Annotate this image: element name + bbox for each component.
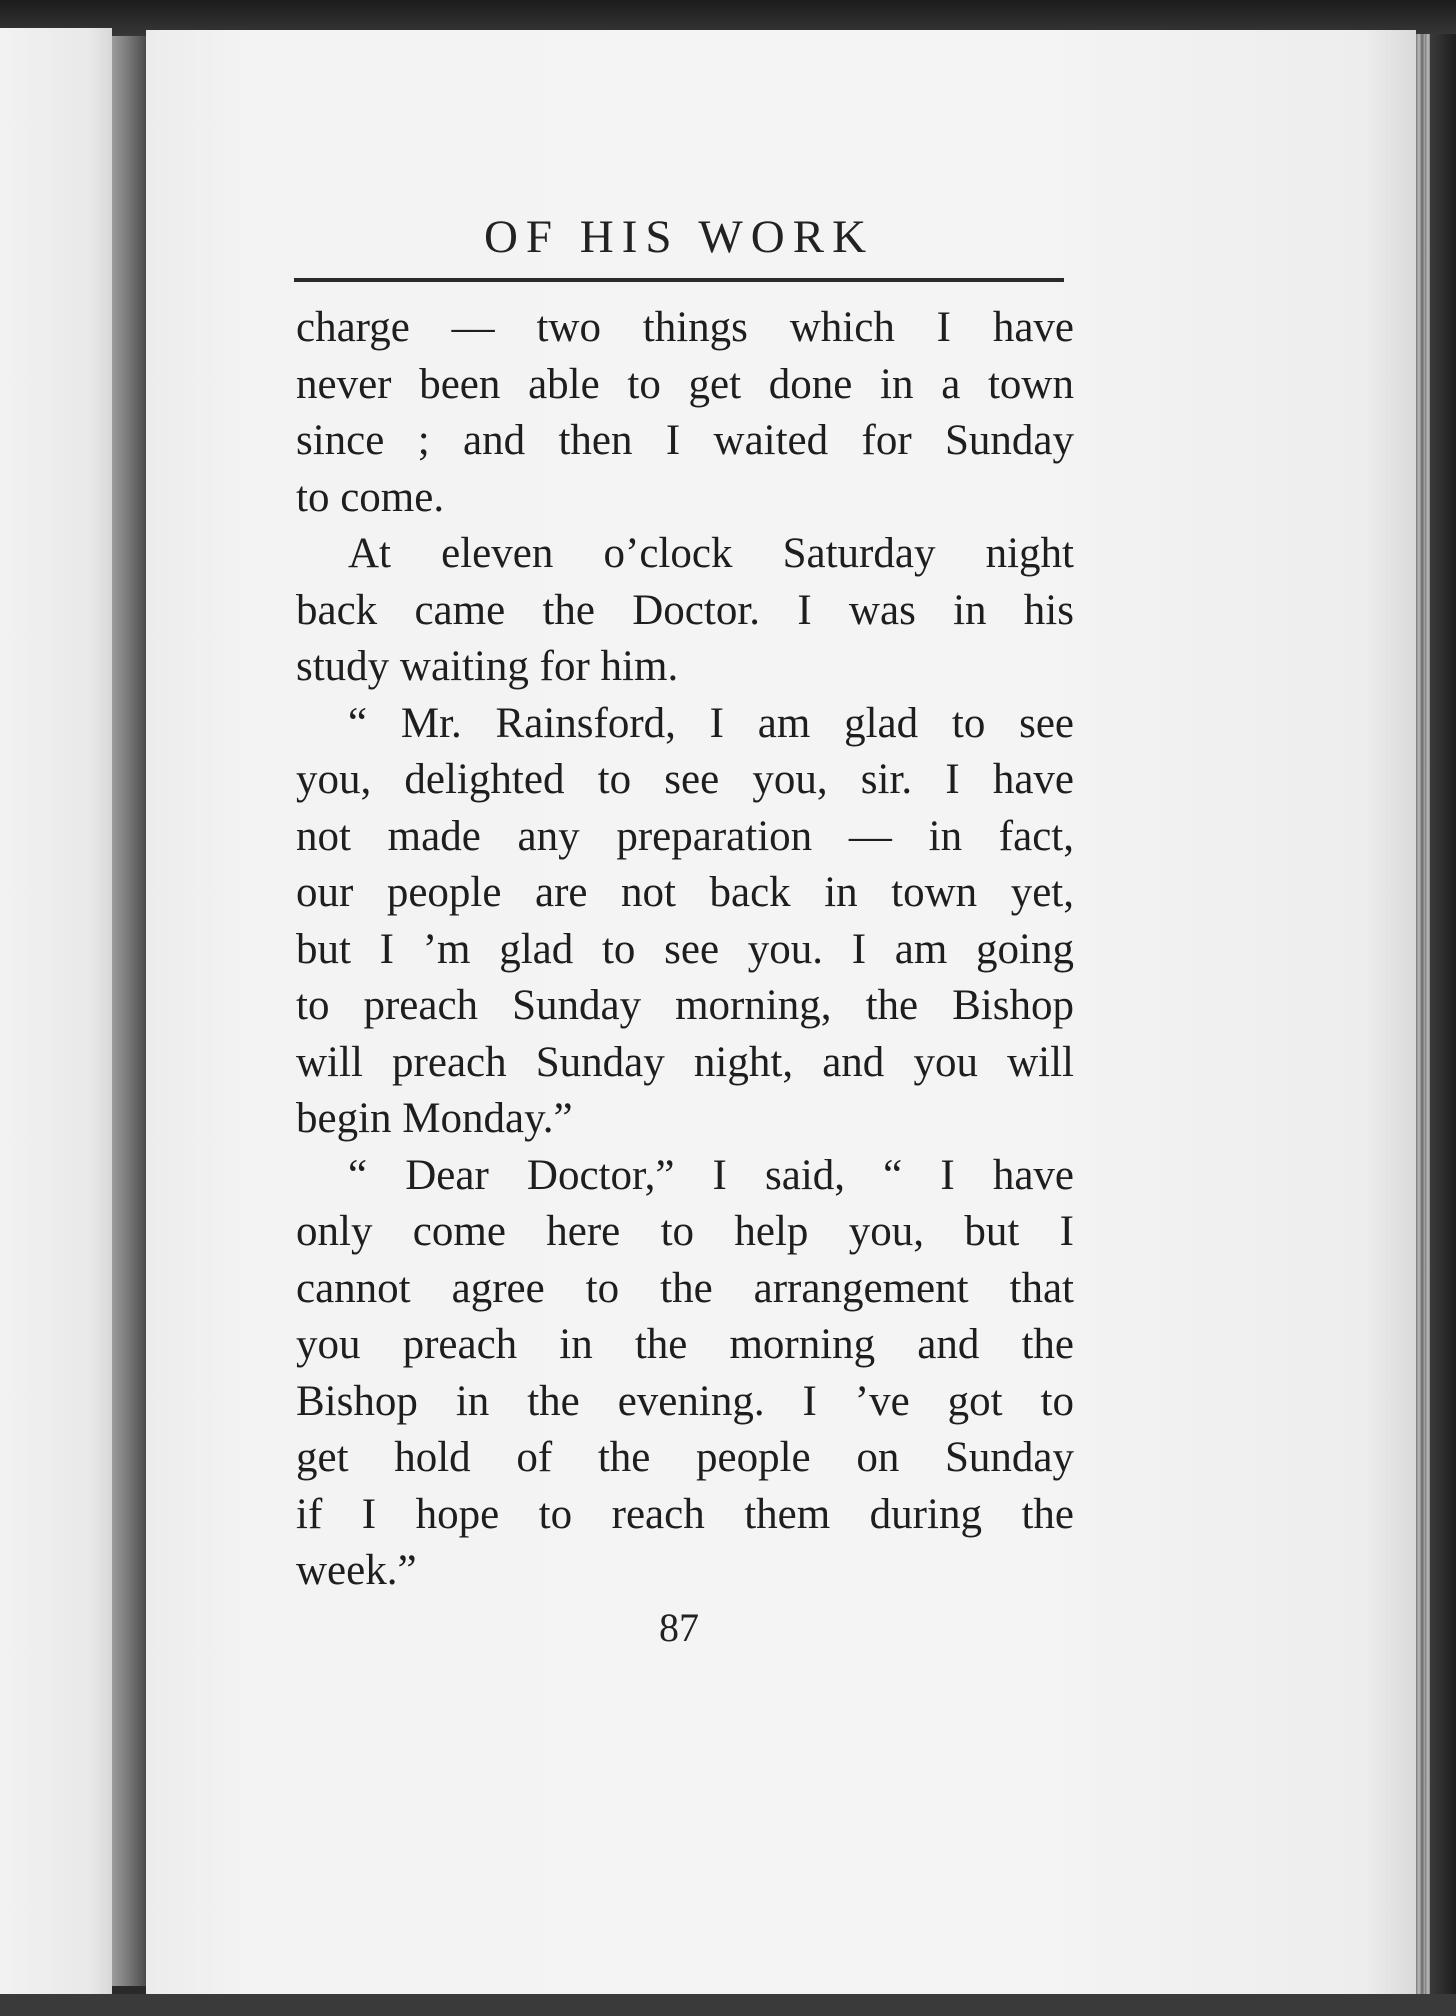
text-line: you, delighted to see you, sir. I have [296,756,1074,803]
text-line: only come here to help you, but I [296,1208,1074,1255]
text-line: back came the Doctor. I was in his [296,586,1074,634]
text-line: if I hope to reach them during the [296,1490,1074,1538]
running-header: OF HIS WORK [483,211,875,263]
text-line: Bishop in the evening. I ’ve got to [296,1377,1074,1425]
text-line: but I ’m glad to see you. I am going [296,925,1074,973]
text-line: will preach Sunday night, and you will [296,1038,1074,1086]
text-line: since ; and then I waited for Sunday [296,417,1074,464]
text-line: get hold of the people on Sunday [296,1434,1074,1481]
text-line: cannot agree to the arrangement that [296,1264,1074,1312]
header-rule [294,278,1064,282]
text-line: begin Monday.” [296,1095,573,1142]
book-gutter [112,36,148,1986]
text-line: “ Mr. Rainsford, I am glad to see [348,699,1074,747]
text-line: charge — two things which I have [296,304,1074,351]
text-line: never been able to get done in a town [296,360,1074,408]
book-cover-edge [1430,34,1456,1998]
text-line: you preach in the morning and the [296,1321,1074,1368]
text-line: week.” [296,1547,417,1594]
text-line: our people are not back in town yet, [296,869,1074,916]
text-line: to come. [296,473,445,521]
text-line: not made any preparation — in fact, [296,812,1074,860]
facing-page-edge [0,28,112,2004]
text-line: At eleven o’clock Saturday night [348,530,1074,577]
scan-frame-bottom [0,1994,1456,2016]
text-line: to preach Sunday morning, the Bishop [296,982,1074,1029]
body-text [296,300,1074,1600]
page-number: 87 [659,1605,699,1650]
text-line: study waiting for him. [296,643,679,690]
text-line: “ Dear Doctor,” I said, “ I have [348,1151,1074,1199]
